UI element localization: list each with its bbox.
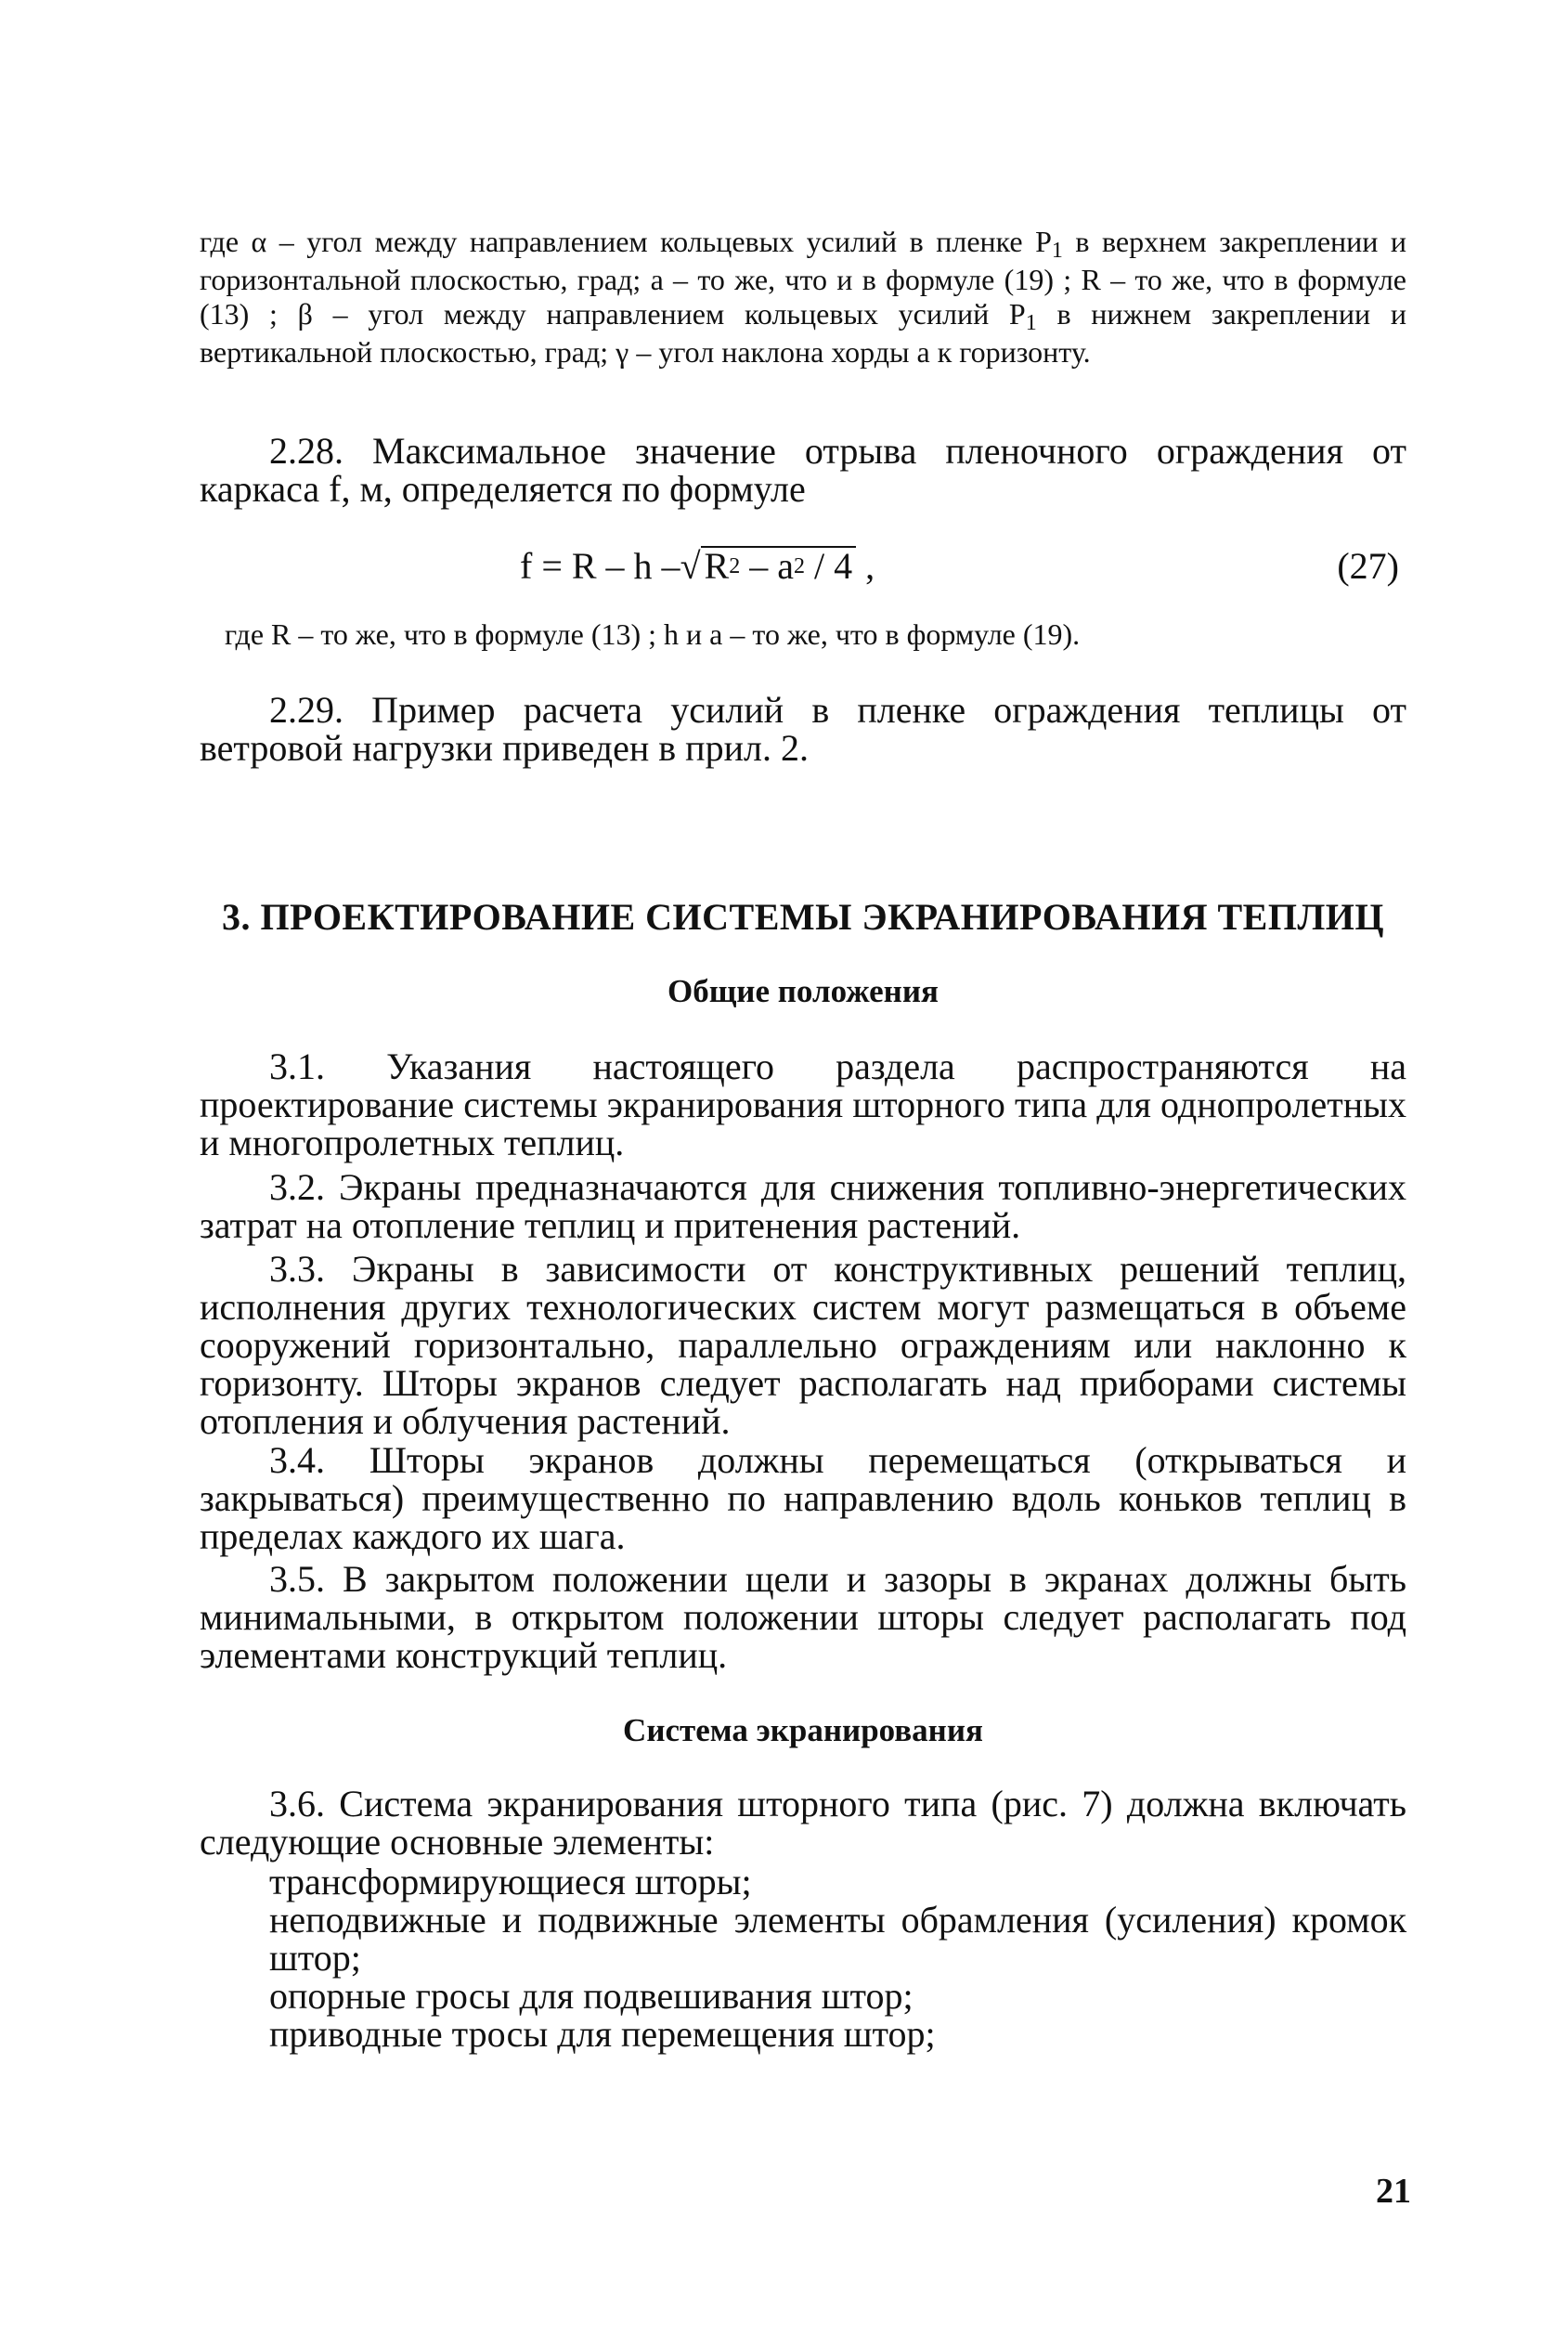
radicand xyxy=(701,546,857,591)
paragraph-3-3: 3.3. Экраны в зависимости от конструктивных решений теплиц, исполнения других технологических систем могут размещаться в объеме сооружений горизонтально, параллельно ограждениям или наклонно к горизонту. Шторы экранов следует располагать над приборами системы отопления и облучения растений. xyxy=(200,1248,1406,1442)
paragraph-3-5: 3.5. В закрытом положении щели и зазоры в экранах должны быть минимальными, в открытом положении шторы следует располагать под элементами конструкций теплиц. xyxy=(200,1558,1406,1676)
elements-list xyxy=(200,1863,1406,2053)
section-3-title: 3. ПРОЕКТИРОВАНИЕ СИСТЕМЫ ЭКРАНИРОВАНИЯ ТЕПЛИЦ xyxy=(222,896,1384,938)
exponent: 2 xyxy=(793,554,805,578)
subscript: 1 xyxy=(1051,239,1063,263)
list-item: опорные гросы для подвешивания штор; xyxy=(269,1975,914,2017)
formula-27 xyxy=(200,537,1406,604)
page-number: 21 xyxy=(1376,2172,1411,2211)
paragraph-3-2: 3.2. Экраны предназначаются для снижения топливно-энергетических затрат на отопление теплиц и притенения растений. xyxy=(200,1166,1406,1246)
exponent: 2 xyxy=(729,554,741,578)
r-term: R xyxy=(704,545,730,587)
formula-comma: , xyxy=(856,545,875,587)
subscript: 1 xyxy=(1025,311,1037,335)
paragraph-3-4: 3.4. Шторы экранов должны перемещаться (открываться и закрываться) преимущественно по направлению вдоль коньков теплиц в пределах каждого их шага. xyxy=(200,1439,1406,1557)
list-item: неподвижные и подвижные элементы обрамления (усиления) кромок штор; xyxy=(269,1899,1406,1979)
paragraph-3-1: 3.1. Указания настоящего раздела распространяются на проектирование системы экранирования шторного типа для однопролетных и многопролетных теплиц. xyxy=(200,1045,1406,1163)
where-text-27: где R – то же, что в формуле (13) ; h и a – то же, что в формуле (19). xyxy=(225,617,1081,651)
sqrt-symbol: √ xyxy=(680,545,701,587)
where-text-angles xyxy=(200,225,1406,370)
list-item: трансформирующиеся шторы; xyxy=(269,1861,752,1902)
formula-lhs: f = R – h – xyxy=(520,545,680,587)
a-term: – a xyxy=(740,545,794,587)
equation-number: (27) xyxy=(1337,545,1399,587)
paragraph-2-29: 2.29. Пример расчета усилий в пленке ограждения теплицы от ветровой нагрузки приведен в прил. 2. xyxy=(200,689,1406,769)
formula-expression xyxy=(520,544,875,591)
divisor: / 4 xyxy=(804,545,853,587)
where-text-part: в верхнем закреплении и горизонтальной плоскостью, град; a – то же, что и в формуле (19) ; R – то же, что в формуле (13) ; β – угол между направлением кольцевых усилий P xyxy=(200,225,1406,331)
paragraph-2-28: 2.28. Максимальное значение отрыва пленочного ограждения от каркаса f, м, определяется по формуле xyxy=(200,430,1406,510)
where-text-part: где α – угол между направлением кольцевых усилий в пленке P xyxy=(200,225,1052,258)
paragraph-3-6: 3.6. Система экранирования шторного типа (рис. 7) должна включать следующие основные элементы: xyxy=(200,1783,1406,1863)
subheading-system: Система экранирования xyxy=(623,1712,983,1748)
where-text-part: в нижнем закреплении и вертикальной плоскостью, град; γ – угол наклона хорды a к горизонту. xyxy=(200,297,1407,369)
list-item: приводные тросы для перемещения штор; xyxy=(269,2013,936,2055)
subheading-general: Общие положения xyxy=(667,973,939,1009)
